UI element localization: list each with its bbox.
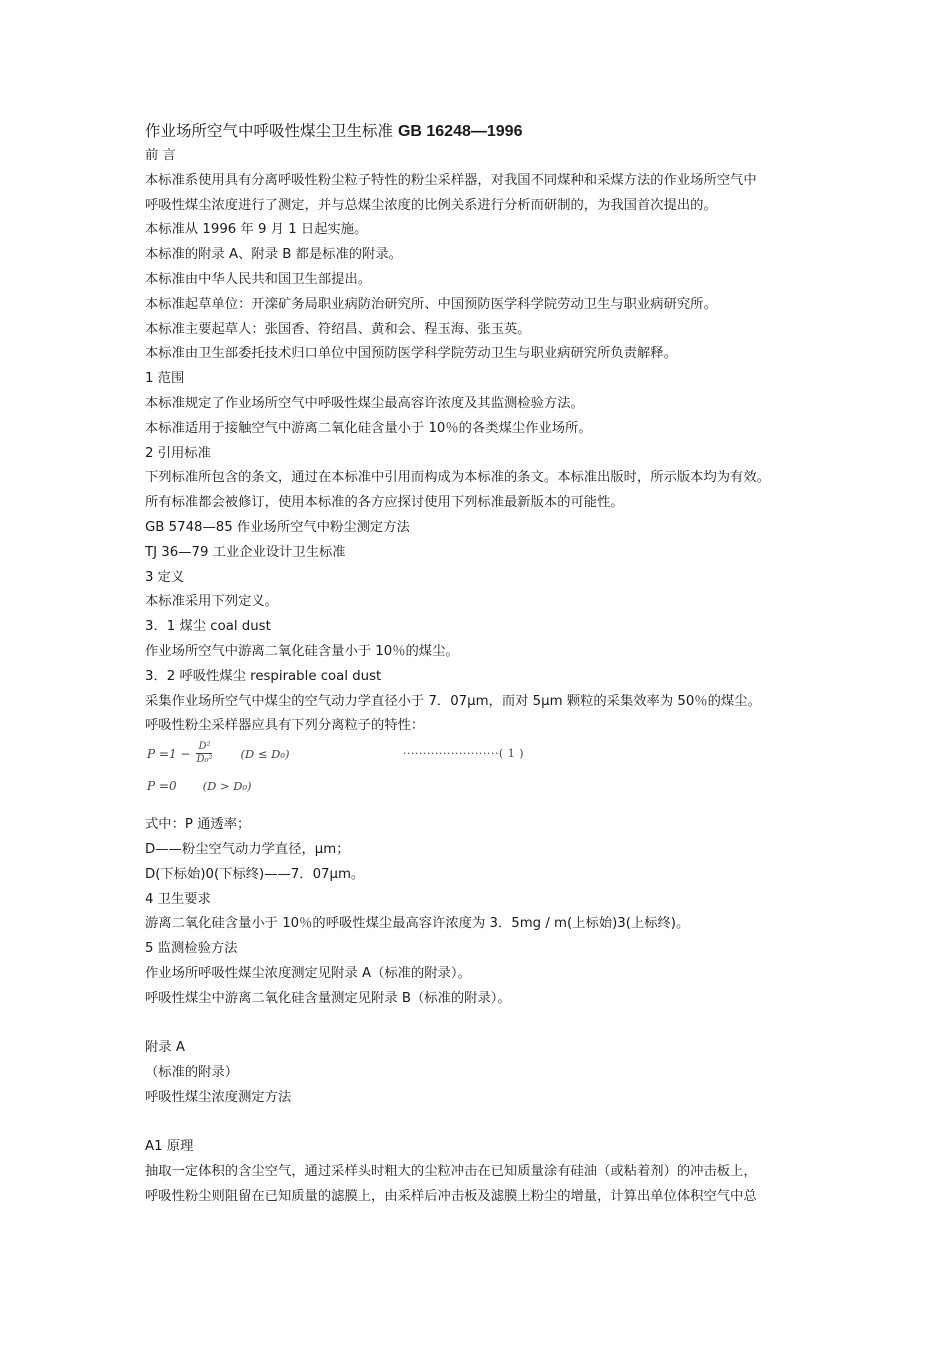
text-line-24: 呼吸性粉尘采样器应具有下列分离粒子的特性： xyxy=(145,718,425,734)
text-line-13: 2 引用标准 xyxy=(145,445,211,461)
text-line-after-7: 作业场所呼吸性煤尘浓度测定见附录 A（标准的附录）。 xyxy=(145,965,471,981)
body-section-requirements xyxy=(145,813,825,1011)
standard-code: GB 16248—1996 xyxy=(397,123,523,140)
appendix-line-3: 呼吸性煤尘浓度测定方法 xyxy=(145,1089,292,1105)
formula-numerator: D² xyxy=(198,741,211,753)
formula-lhs: P =1 − xyxy=(147,746,191,761)
text-line-22: 3．2 呼吸性煤尘 respirable coal dust xyxy=(145,668,382,684)
spacer xyxy=(145,1111,825,1136)
text-line-11: 本标准规定了作业场所空气中呼吸性煤尘最高容许浓度及其监测检验方法。 xyxy=(145,395,584,411)
appendix-a1-section xyxy=(145,1135,825,1209)
title-text: 作业场所空气中呼吸性煤尘卫生标准 xyxy=(145,122,398,140)
appendix-line-2: （标准的附录） xyxy=(145,1065,239,1081)
a1-line-2: 抽取一定体积的含尘空气，通过采样头时粗大的尘粒冲击在已知质量涂有硅油（或粘着剂）的冲击板上， xyxy=(145,1164,757,1180)
text-line-20: 3．1 煤尘 coal dust xyxy=(145,619,271,635)
text-line-after-2: D——粉尘空气动力学直径，μm； xyxy=(145,841,350,857)
text-line-after-8: 呼吸性煤尘中游离二氧化硅含量测定见附录 B（标准的附录）。 xyxy=(145,990,511,1006)
text-line-19: 本标准采用下列定义。 xyxy=(145,594,278,610)
formula-condition-1: (D ≤ D₀) xyxy=(240,746,290,761)
formula-line-1 xyxy=(147,741,289,766)
formula-block xyxy=(145,739,825,813)
appendix-heading-block xyxy=(145,1036,825,1110)
document-title xyxy=(145,118,825,144)
formula-reference: ························( 1 ) xyxy=(403,747,524,761)
text-line-16: GB 5748—85 作业场所空气中粉尘测定方法 xyxy=(145,519,410,535)
text-line-7: 本标准起草单位：开滦矿务局职业病防治研究所、中国预防医学科学院劳动卫生与职业病研究所。 xyxy=(145,296,717,312)
formula-fraction xyxy=(196,741,212,766)
text-line-after-1: 式中：P 通透率； xyxy=(145,817,251,833)
formula-lhs-2: P =0 xyxy=(147,779,177,794)
text-line-1: 前 言 xyxy=(145,148,176,163)
text-line-6: 本标准由中华人民共和国卫生部提出。 xyxy=(145,271,372,287)
text-line-after-4: 4 卫生要求 xyxy=(145,891,211,907)
text-line-18: 3 定义 xyxy=(145,569,185,585)
text-line-2: 本标准系使用具有分离呼吸性粉尘粒子特性的粉尘采样器，对我国不同煤种和采煤方法的作业场所空气中 xyxy=(145,172,757,188)
formula-denominator: D₀² xyxy=(196,754,213,766)
spacer xyxy=(145,1012,825,1037)
text-line-after-5: 游离二氧化硅含量小于 10％的呼吸性煤尘最高容许浓度为 3．5mg / m(上标始)3(上标终)。 xyxy=(145,916,690,932)
text-line-12: 本标准适用于接触空气中游离二氧化硅含量小于 10％的各类煤尘作业场所。 xyxy=(145,420,592,436)
text-line-15: 所有标准都会被修订，使用本标准的各方应探讨使用下列标准最新版本的可能性。 xyxy=(145,495,624,511)
text-line-21: 作业场所空气中游离二氧化硅含量小于 10％的煤尘。 xyxy=(145,643,459,659)
text-line-9: 本标准由卫生部委托技术归口单位中国预防医学科学院劳动卫生与职业病研究所负责解释。 xyxy=(145,346,677,362)
text-line-10: 1 范围 xyxy=(145,371,185,387)
formula-condition-2: (D > D₀) xyxy=(202,779,252,794)
text-line-5: 本标准的附录 A、附录 B 都是标准的附录。 xyxy=(145,247,402,263)
text-line-after-3: D(下标始)0(下标终)——7．07μm。 xyxy=(145,866,365,882)
document-page xyxy=(145,118,825,1210)
text-line-8: 本标准主要起草人：张国香、符绍昌、黄和会、程玉海、张玉英。 xyxy=(145,321,531,337)
body-section-main xyxy=(145,144,825,739)
text-line-14: 下列标准所包含的条文，通过在本标准中引用而构成为本标准的条文。本标准出版时，所示版本均为有效。 xyxy=(145,470,770,486)
a1-line-1: A1 原理 xyxy=(145,1139,194,1155)
text-line-after-6: 5 监测检验方法 xyxy=(145,941,238,957)
text-line-4: 本标准从 1996 年 9 月 1 日起实施。 xyxy=(145,222,368,238)
text-line-17: TJ 36—79 工业企业设计卫生标准 xyxy=(145,544,346,560)
text-line-23: 采集作业场所空气中煤尘的空气动力学直径小于 7．07μm，而对 5μm 颗粒的采集效率为 50％的煤尘。 xyxy=(145,693,761,709)
formula-line-2 xyxy=(147,779,252,793)
appendix-line-1: 附录 A xyxy=(145,1040,185,1056)
a1-line-3: 呼吸性粉尘则阻留在已知质量的滤膜上，由采样后冲击板及滤膜上粉尘的增量，计算出单位体积空气中总 xyxy=(145,1189,757,1205)
text-line-3: 呼吸性煤尘浓度进行了测定，并与总煤尘浓度的比例关系进行分析而研制的，为我国首次提出的。 xyxy=(145,197,717,213)
